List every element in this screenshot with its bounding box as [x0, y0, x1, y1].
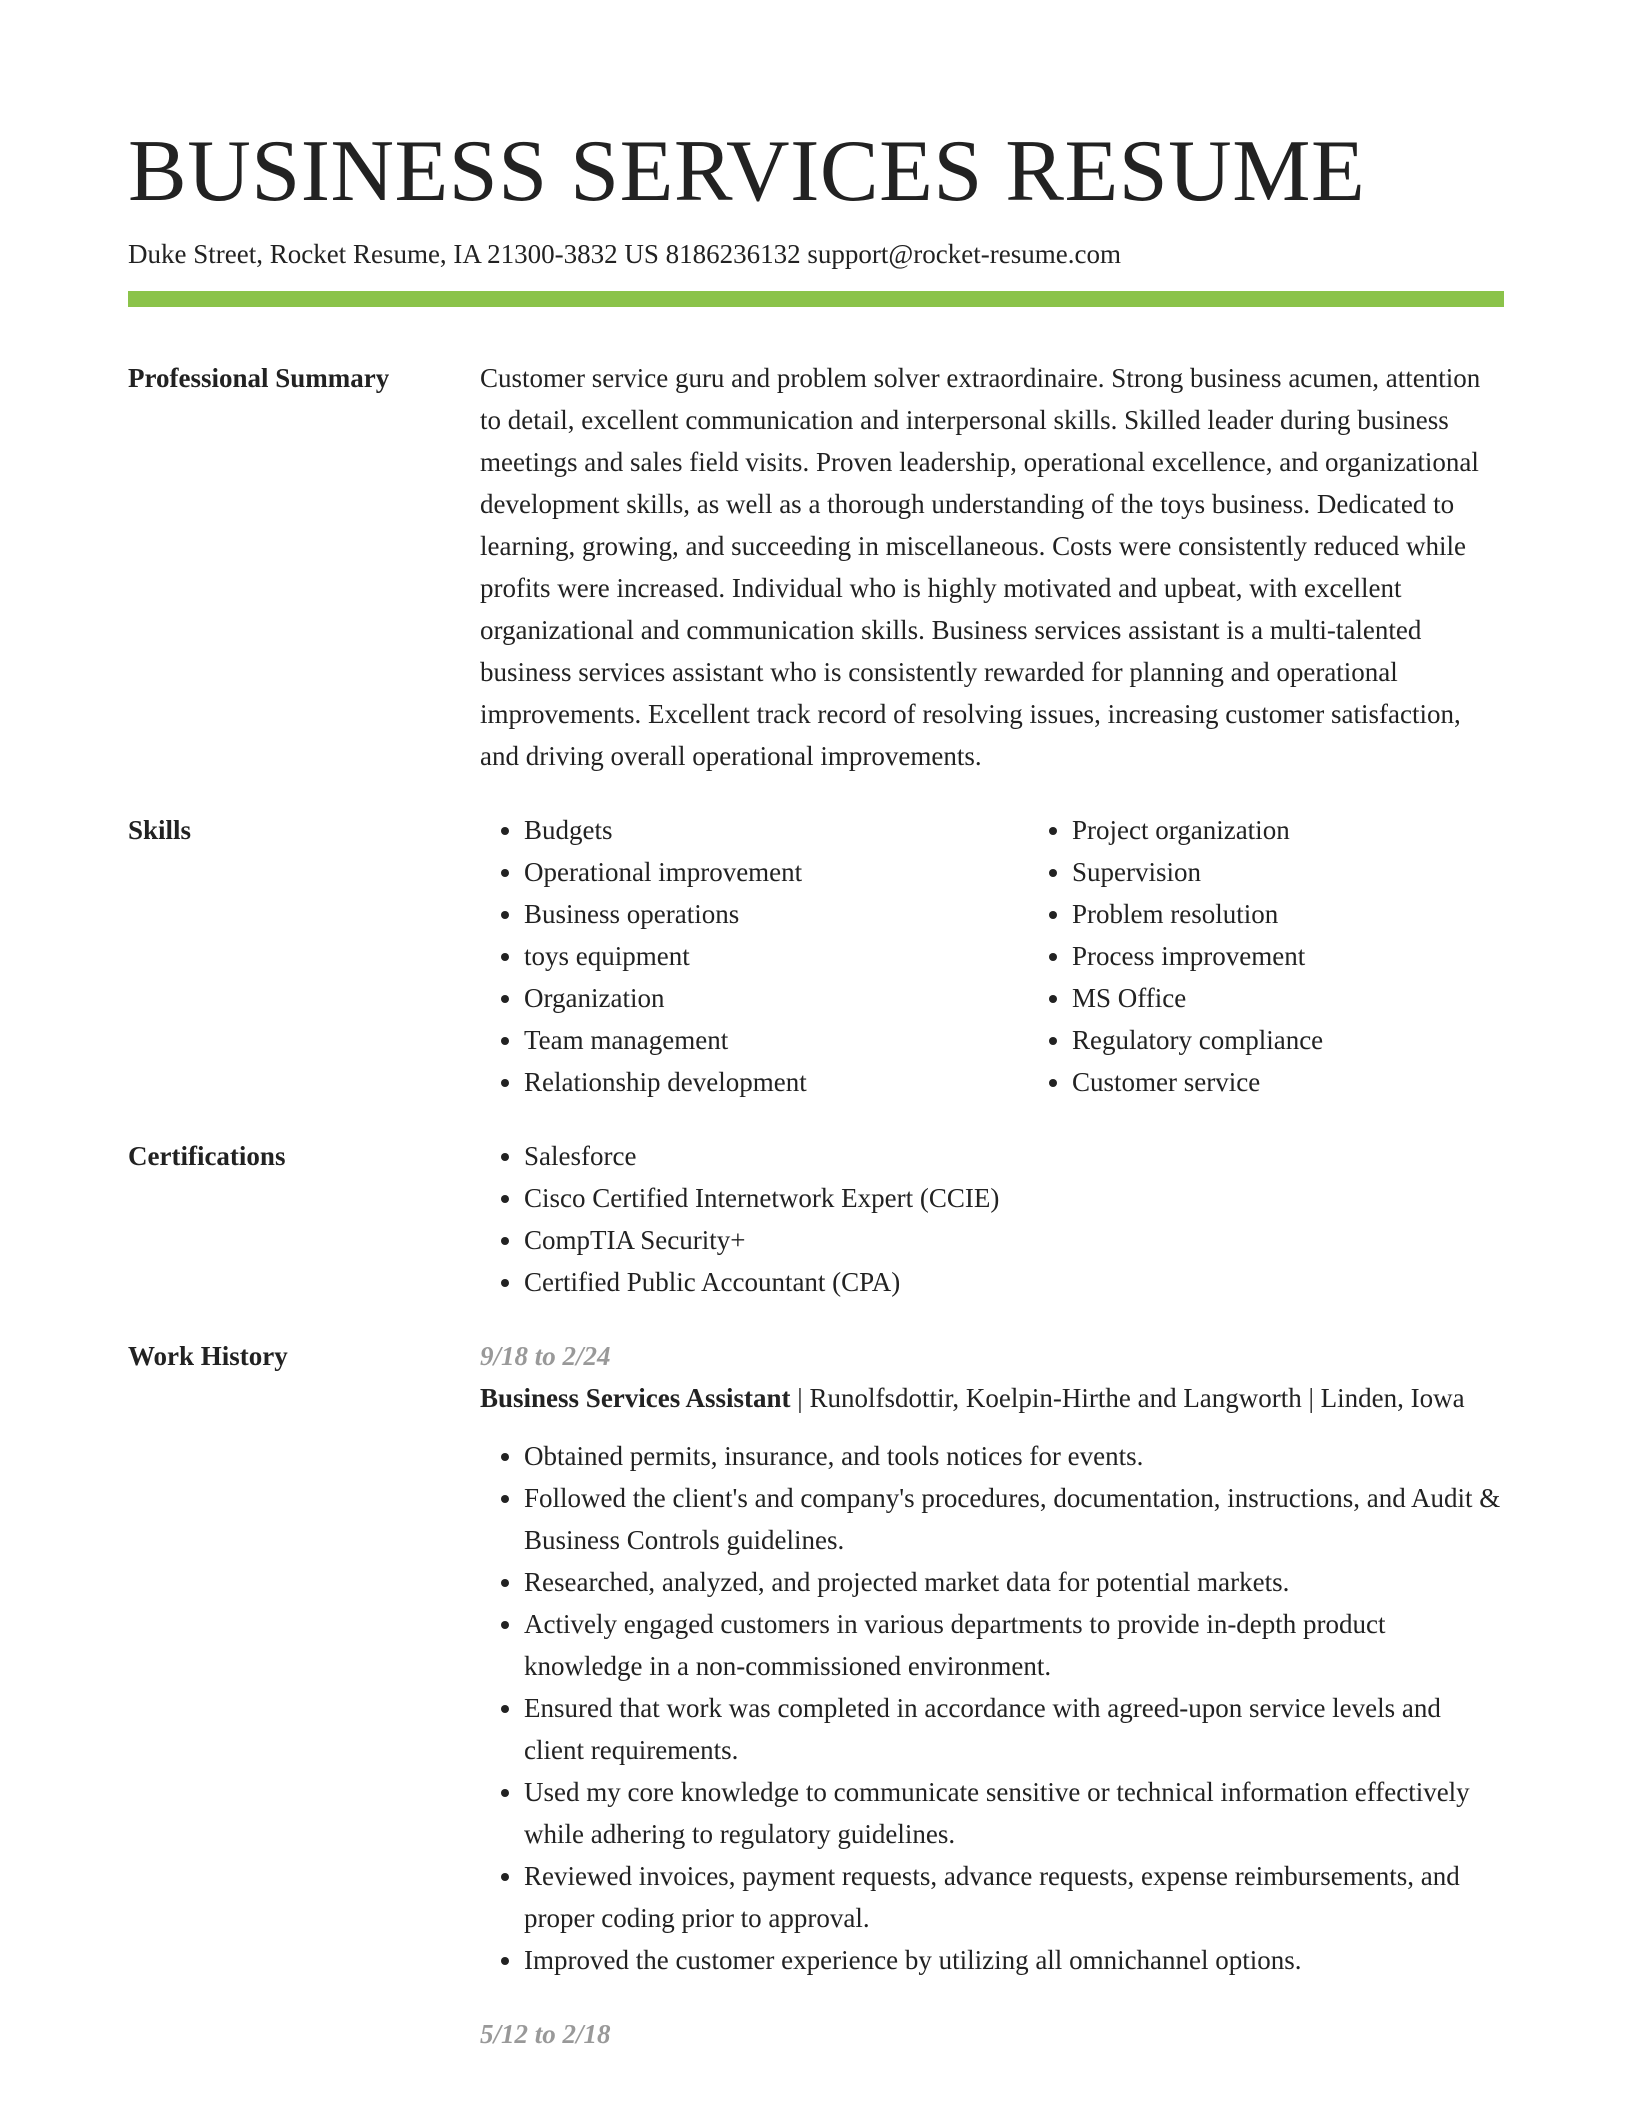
job-bullets: [480, 1435, 1504, 1981]
resume-page: [128, 0, 1504, 2055]
job-bullet: • Used my core knowledge to communicate sensitive or technical information effectively while adhering to regulatory guidelines.: [524, 1771, 1504, 1855]
job-entry: [480, 2013, 1504, 2055]
job-bullet: • Obtained permits, insurance, and tools notices for events.: [524, 1435, 1504, 1477]
job-entry: [480, 1335, 1504, 1981]
skill-item: • Project organization: [1072, 809, 1532, 851]
skill-item: • Team management: [524, 1019, 1028, 1061]
work-history-section: [128, 1335, 1504, 2055]
job-dates: 9/18 to 2/24: [480, 1341, 611, 1371]
skill-item: • Organization: [524, 977, 1028, 1019]
skills-section: [128, 809, 1504, 1103]
skill-item: • Budgets: [524, 809, 1028, 851]
resume-title: BUSINESS SERVICES RESUME: [128, 123, 1366, 220]
job-title: Business Services Assistant: [480, 1383, 791, 1413]
certification-item: • Salesforce: [524, 1135, 1504, 1177]
section-label-certifications: Certifications: [128, 1141, 286, 1171]
skill-item: • Business operations: [524, 893, 1028, 935]
job-bullet: • Ensured that work was completed in accordance with agreed-upon service levels and client requirements.: [524, 1687, 1504, 1771]
accent-divider: [128, 291, 1504, 307]
job-bullet: • Researched, analyzed, and projected market data for potential markets.: [524, 1561, 1504, 1603]
skill-item: • Problem resolution: [1072, 893, 1532, 935]
skill-item: • Regulatory compliance: [1072, 1019, 1532, 1061]
skill-item: • Supervision: [1072, 851, 1532, 893]
certifications-list: [480, 1135, 1504, 1303]
section-label-work-history: Work History: [128, 1341, 288, 1371]
job-bullet: • Improved the customer experience by utilizing all omnichannel options.: [524, 1939, 1504, 1981]
contact-line: Duke Street, Rocket Resume, IA 21300-3832 US 8186236132 support@rocket-resume.com: [128, 239, 1121, 269]
summary-section: [128, 357, 1504, 777]
skill-item: • Process improvement: [1072, 935, 1532, 977]
skill-item: • Operational improvement: [524, 851, 1028, 893]
summary-text: Customer service guru and problem solver extraordinaire. Strong business acumen, attention to detail, excellent communication and interpersonal skills. Skilled leader during business meetings and sales field visits. Proven leadership, operational excellence, and organizational development skills, as well as a thorough understanding of the toys business. Dedicated to learning, growing, and succeeding in miscellaneous. Costs were consistently reduced while profits were increased. Individual who is highly motivated and upbeat, with excellent organizational and communication skills. Business services assistant is a multi-talented business services assistant who is consistently rewarded for planning and operational improvements. Excellent track record of resolving issues, increasing customer satisfaction, and driving overall operational improvements.: [480, 363, 1481, 771]
job-heading: [480, 1377, 1504, 1419]
job-bullet: • Actively engaged customers in various departments to provide in-depth product knowledge in a non-commissioned environment.: [524, 1603, 1504, 1687]
job-employer-location: | Runolfsdottir, Koelpin-Hirthe and Langworth | Linden, Iowa: [790, 1383, 1465, 1413]
skills-list-left: [480, 809, 1028, 1103]
job-bullet: • Reviewed invoices, payment requests, advance requests, expense reimbursements, and proper coding prior to approval.: [524, 1855, 1504, 1939]
skill-item: • MS Office: [1072, 977, 1532, 1019]
section-label-summary: Professional Summary: [128, 363, 390, 393]
certification-item: • Certified Public Accountant (CPA): [524, 1261, 1504, 1303]
skills-list-right: [1028, 809, 1532, 1103]
skill-item: • Customer service: [1072, 1061, 1532, 1103]
certification-item: • Cisco Certified Internetwork Expert (CCIE): [524, 1177, 1504, 1219]
certifications-section: [128, 1135, 1504, 1303]
section-label-skills: Skills: [128, 815, 192, 845]
job-dates: 5/12 to 2/18: [480, 2019, 611, 2049]
certification-item: • CompTIA Security+: [524, 1219, 1504, 1261]
skill-item: • toys equipment: [524, 935, 1028, 977]
skill-item: • Relationship development: [524, 1061, 1028, 1103]
job-bullet: • Followed the client's and company's procedures, documentation, instructions, and Audit & Business Controls guidelines.: [524, 1477, 1504, 1561]
